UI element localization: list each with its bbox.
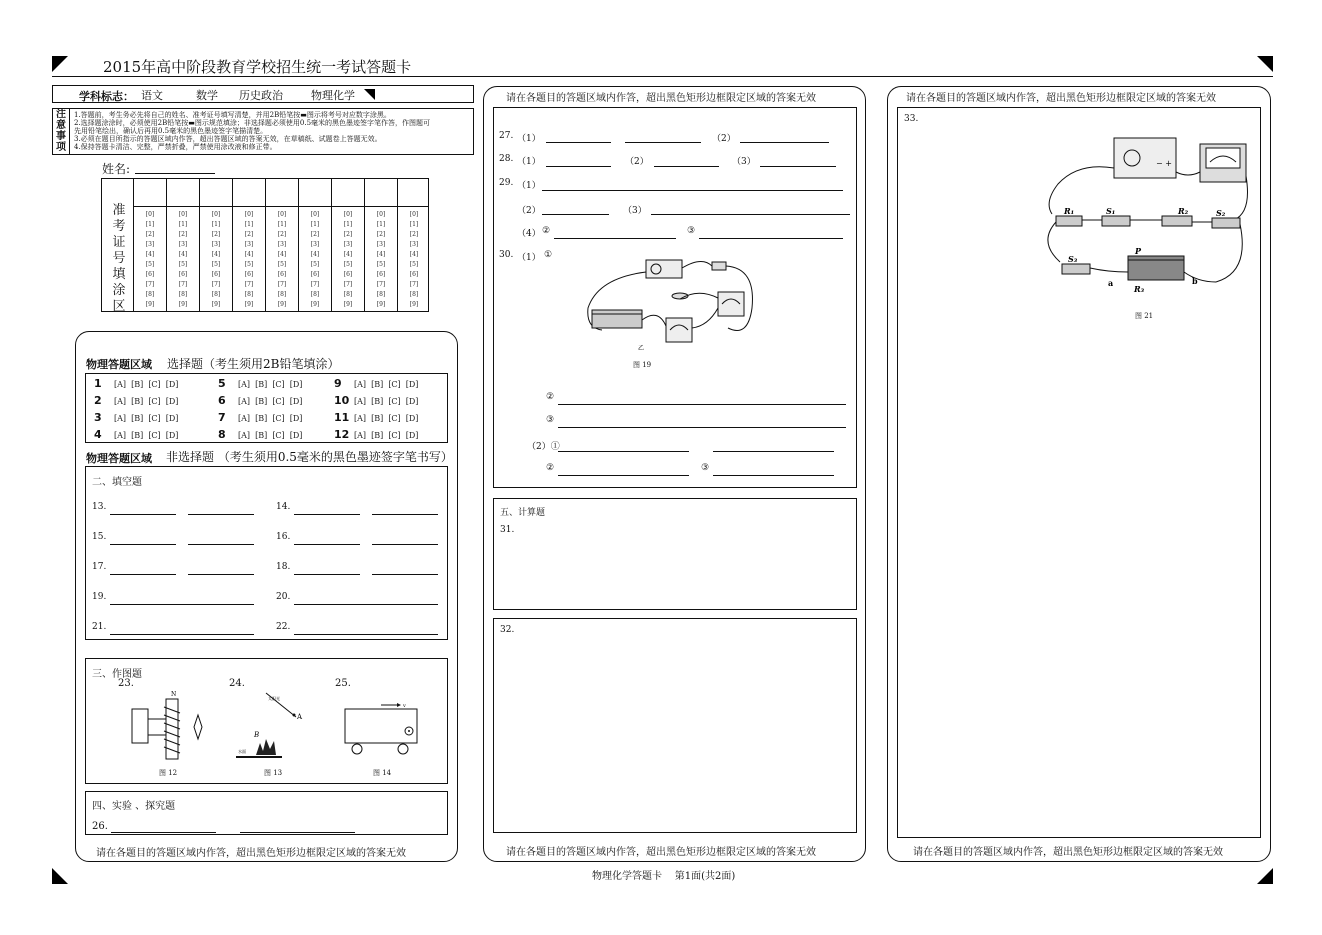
- page-title: 2015年高中阶段教育学校招生统一考试答题卡: [103, 58, 412, 76]
- drawing-title: 三、作图题: [92, 669, 142, 680]
- fill-answer-line[interactable]: [294, 544, 360, 545]
- mc-question-number: 8: [218, 428, 226, 441]
- q27-line-3[interactable]: [740, 142, 829, 143]
- exam-id-digit-bubbles[interactable]: [0] [1] [2] [3] [4] [5] [6] [7] [8] [9]: [376, 211, 386, 308]
- label-s3: S₃: [1068, 254, 1078, 264]
- mc-question-number: 10: [334, 394, 350, 407]
- fill-blank-title: 二、填空题: [92, 477, 142, 488]
- fill-question-number: 18.: [276, 562, 291, 572]
- mc-question-number: 11: [334, 411, 350, 424]
- mc-title: 物理答题区域: [86, 358, 152, 371]
- subject-physics-chemistry: 物理化学: [311, 89, 355, 102]
- q28-line-2[interactable]: [654, 166, 719, 167]
- label-b-terminal: b: [1192, 276, 1198, 286]
- name-field[interactable]: [135, 173, 215, 174]
- q29-number: 29.: [499, 178, 514, 188]
- q25-number: 25.: [335, 678, 351, 689]
- figure-13-caption: 图 13: [264, 769, 283, 777]
- fill-answer-line[interactable]: [110, 634, 254, 635]
- q33-section[interactable]: [897, 107, 1261, 838]
- mc-note: 选择题（考生须用2B铅笔填涂）: [167, 357, 340, 371]
- mc-answer-options[interactable]: [A] [B] [C] [D]: [354, 397, 419, 406]
- figure-21-circuit[interactable]: [1038, 132, 1250, 312]
- q23-number: 23.: [118, 678, 134, 689]
- label-r1: R₁: [1064, 206, 1075, 216]
- q30-sub1: ①: [544, 250, 553, 260]
- mc-answer-options[interactable]: [A] [B] [C] [D]: [238, 431, 303, 440]
- q30-line-4[interactable]: [558, 451, 689, 452]
- exam-id-label: 准 考 证 号 填 涂 区: [112, 203, 126, 314]
- mc-question-number: 12: [334, 428, 350, 441]
- fill-answer-line[interactable]: [372, 544, 438, 545]
- mc-answer-options[interactable]: [A] [B] [C] [D]: [114, 414, 179, 423]
- q26-answer-line-1[interactable]: [111, 832, 216, 833]
- q27-part2: （2）: [712, 134, 736, 144]
- non-mc-note: 非选择题 （考生须用0.5毫米的黑色墨迹签字笔书写）: [166, 450, 453, 464]
- q29-sub2: ②: [542, 226, 551, 236]
- corner-mark-bottom-left: [52, 868, 68, 884]
- mc-question-number: 3: [94, 411, 102, 424]
- q29-line-4[interactable]: [554, 238, 676, 239]
- label-v: v: [403, 703, 406, 709]
- exam-id-grid[interactable]: [101, 178, 429, 312]
- q28-part3: （3）: [732, 157, 756, 167]
- q27-line-1[interactable]: [546, 142, 611, 143]
- q27-line-2[interactable]: [625, 142, 701, 143]
- q28-part1: （1）: [517, 157, 541, 167]
- notice-box: [52, 108, 474, 155]
- svg-text:− +: − +: [1156, 159, 1172, 168]
- fill-answer-line[interactable]: [372, 514, 438, 515]
- label-sun: 太阳光: [268, 696, 280, 701]
- fill-question-number: 17.: [92, 562, 107, 572]
- mc-answer-options[interactable]: [A] [B] [C] [D]: [238, 397, 303, 406]
- fill-answer-line[interactable]: [110, 544, 176, 545]
- exam-id-digit-bubbles[interactable]: [0] [1] [2] [3] [4] [5] [6] [7] [8] [9]: [409, 211, 419, 308]
- q26-number: 26.: [92, 821, 108, 832]
- mc-answer-options[interactable]: [A] [B] [C] [D]: [354, 380, 419, 389]
- fill-answer-line[interactable]: [294, 634, 438, 635]
- q24-number: 24.: [229, 678, 245, 689]
- label-water: 水面: [238, 749, 246, 754]
- q27-30-section: [493, 107, 857, 488]
- fill-answer-line[interactable]: [372, 574, 438, 575]
- mc-question-number: 4: [94, 428, 102, 441]
- q31-number: 31.: [500, 525, 515, 535]
- q32-section[interactable]: [493, 618, 857, 833]
- q27-part1: （1）: [517, 134, 541, 144]
- q29-line-2[interactable]: [542, 214, 609, 215]
- figure-19-circuit[interactable]: [578, 248, 764, 354]
- fill-question-number: 15.: [92, 532, 107, 542]
- label-p: P: [1135, 246, 1142, 256]
- mc-question-number: 7: [218, 411, 226, 424]
- q29-part3: （3）: [623, 206, 647, 216]
- q30-line-5[interactable]: [713, 451, 834, 452]
- subject-history-politics: 历史政治: [239, 89, 283, 102]
- mc-answer-options[interactable]: [A] [B] [C] [D]: [114, 397, 179, 406]
- q28-line-1[interactable]: [546, 166, 611, 167]
- figure-19-caption: 图 19: [633, 361, 652, 369]
- non-mc-title: 物理答题区域: [86, 452, 152, 465]
- q28-line-3[interactable]: [760, 166, 836, 167]
- mc-answer-options[interactable]: [A] [B] [C] [D]: [238, 380, 303, 389]
- q29-sub3: ③: [687, 226, 696, 236]
- q30-part1: （1）: [517, 253, 541, 263]
- fill-question-number: 19.: [92, 592, 107, 602]
- mc-question-number: 1: [94, 377, 102, 390]
- figure-12-electromagnet[interactable]: [126, 689, 216, 763]
- mc-answer-options[interactable]: [A] [B] [C] [D]: [114, 380, 179, 389]
- q33-number: 33.: [904, 114, 919, 124]
- q29-line-5[interactable]: [699, 238, 843, 239]
- experiment-section: [85, 791, 448, 835]
- experiment-title: 四、实验 、探究题: [92, 801, 176, 812]
- q28-part2: （2）: [625, 157, 649, 167]
- label-a: A: [297, 713, 303, 721]
- exam-id-digit-bubbles[interactable]: [0] [1] [2] [3] [4] [5] [6] [7] [8] [9]: [310, 211, 320, 308]
- fill-blank-section: [85, 466, 448, 640]
- label-s2: S₂: [1216, 208, 1226, 218]
- q30-sub3: ③: [546, 415, 555, 425]
- exam-id-digit-bubbles[interactable]: [0] [1] [2] [3] [4] [5] [6] [7] [8] [9]: [211, 211, 221, 308]
- q30-line-7[interactable]: [713, 475, 834, 476]
- q29-part1: （1）: [517, 181, 541, 191]
- fill-answer-line[interactable]: [294, 574, 360, 575]
- name-label: 姓名:: [102, 162, 131, 176]
- mc-question-number: 5: [218, 377, 226, 390]
- exam-id-write-row: [133, 206, 428, 207]
- right-bottom-note: 请在各题目的答题区域内作答，超出黑色矩形边框限定区域的答案无效: [913, 847, 1223, 858]
- label-s1: S₁: [1106, 206, 1116, 216]
- q29-part4: （4）: [517, 229, 541, 239]
- fill-answer-line[interactable]: [294, 604, 438, 605]
- figure-14-caption: 图 14: [373, 769, 392, 777]
- drawing-section: [85, 658, 448, 784]
- figure-21-caption: 图 21: [1135, 312, 1154, 320]
- figure-19-sub: 乙: [638, 345, 645, 352]
- q30-line-3[interactable]: [558, 427, 846, 428]
- left-bottom-note: 请在各题目的答题区域内作答，超出黑色矩形边框限定区域的答案无效: [96, 848, 406, 859]
- mc-answer-grid[interactable]: [85, 373, 448, 443]
- q32-number: 32.: [500, 625, 515, 635]
- mc-question-number: 2: [94, 394, 102, 407]
- fill-answer-line[interactable]: [110, 514, 176, 515]
- q30-part2-sub2: ②: [546, 463, 555, 473]
- figure-13-light-reflection[interactable]: [236, 691, 306, 761]
- calc-title: 五、计算题: [500, 508, 546, 518]
- fill-question-number: 22.: [276, 622, 291, 632]
- corner-mark-top-right: [1257, 56, 1273, 72]
- notice-text: 1.答题前，考生务必先将自己的姓名、准考证号填写清楚，并用2B铅笔按▬图示将考号对应数字涂黑。 2.选择题涂涂时，必须使用2B铅笔按▬图示规范填涂；非选择题必须使用0.5毫米的黑色墨迹签字笔作答，作图题可 先用铅笔绘出，确认后再用0.5毫米的黑色墨迹签字笔描清楚。 3.必须在题目所指示的答题区域内作答，超出答题区域的答案无效，在草稿纸、试题卷上答题无效。 4.保持答题卡清洁、完整，严禁折叠，严禁使用涂改液和修正带。: [74, 111, 431, 151]
- q29-line-3[interactable]: [651, 214, 850, 215]
- exam-id-digit-bubbles[interactable]: [0] [1] [2] [3] [4] [5] [6] [7] [8] [9]: [277, 211, 287, 308]
- fill-question-number: 14.: [276, 502, 291, 512]
- exam-id-digit-bubbles[interactable]: [0] [1] [2] [3] [4] [5] [6] [7] [8] [9]: [244, 211, 254, 308]
- figure-12-caption: 图 12: [159, 769, 178, 777]
- mc-answer-options[interactable]: [A] [B] [C] [D]: [114, 431, 179, 440]
- label-a-terminal: a: [1108, 278, 1114, 288]
- subject-chinese: 语文: [141, 89, 163, 102]
- q27-number: 27.: [499, 131, 514, 141]
- q30-part2: （2）①: [527, 442, 560, 452]
- mc-question-number: 9: [334, 377, 342, 390]
- mc-answer-options[interactable]: [A] [B] [C] [D]: [354, 431, 419, 440]
- middle-bottom-note: 请在各题目的答题区域内作答，超出黑色矩形边框限定区域的答案无效: [506, 847, 816, 858]
- label-r2: R₂: [1178, 206, 1189, 216]
- q30-number: 30.: [499, 250, 514, 260]
- fill-answer-line[interactable]: [188, 514, 254, 515]
- q29-part2: （2）: [517, 206, 541, 216]
- right-top-note: 请在各题目的答题区域内作答，超出黑色矩形边框限定区域的答案无效: [906, 93, 1216, 104]
- exam-id-digit-bubbles[interactable]: [0] [1] [2] [3] [4] [5] [6] [7] [8] [9]: [145, 211, 155, 308]
- label-r3: R₃: [1134, 284, 1145, 294]
- fill-answer-line[interactable]: [294, 514, 360, 515]
- notice-label: 注 意 事 项: [53, 109, 70, 154]
- page-footer: 物理化学答题卡 第1面(共2面): [592, 871, 736, 882]
- subject-bar: [52, 85, 474, 103]
- label-n: N: [171, 691, 177, 698]
- fill-question-number: 13.: [92, 502, 107, 512]
- mc-question-number: 6: [218, 394, 226, 407]
- header-rule: [52, 76, 1273, 77]
- middle-top-note: 请在各题目的答题区域内作答，超出黑色矩形边框限定区域的答案无效: [506, 93, 816, 104]
- subject-mark-icon: [364, 89, 375, 100]
- fill-answer-line[interactable]: [110, 604, 254, 605]
- q31-section[interactable]: [493, 498, 857, 610]
- q30-sub2: ②: [546, 392, 555, 402]
- exam-id-digit-bubbles[interactable]: [0] [1] [2] [3] [4] [5] [6] [7] [8] [9]: [343, 211, 353, 308]
- fill-answer-line[interactable]: [188, 544, 254, 545]
- q29-line-1[interactable]: [542, 190, 843, 191]
- corner-mark-top-left: [52, 56, 68, 72]
- q26-answer-line-2[interactable]: [240, 832, 355, 833]
- figure-14-cart[interactable]: [341, 697, 421, 757]
- label-b: B: [254, 731, 260, 739]
- q30-line-2[interactable]: [558, 404, 846, 405]
- q30-part2-sub3: ③: [701, 463, 710, 473]
- subject-label: 学科标志：: [79, 90, 134, 103]
- fill-answer-line[interactable]: [110, 574, 176, 575]
- fill-answer-line[interactable]: [188, 574, 254, 575]
- fill-question-number: 16.: [276, 532, 291, 542]
- corner-mark-bottom-right: [1257, 868, 1273, 884]
- subject-math: 数学: [196, 89, 218, 102]
- q28-number: 28.: [499, 154, 514, 164]
- fill-question-number: 21.: [92, 622, 107, 632]
- q30-line-6[interactable]: [558, 475, 689, 476]
- mc-answer-options[interactable]: [A] [B] [C] [D]: [238, 414, 303, 423]
- fill-question-number: 20.: [276, 592, 291, 602]
- mc-answer-options[interactable]: [A] [B] [C] [D]: [354, 414, 419, 423]
- exam-id-digit-bubbles[interactable]: [0] [1] [2] [3] [4] [5] [6] [7] [8] [9]: [178, 211, 188, 308]
